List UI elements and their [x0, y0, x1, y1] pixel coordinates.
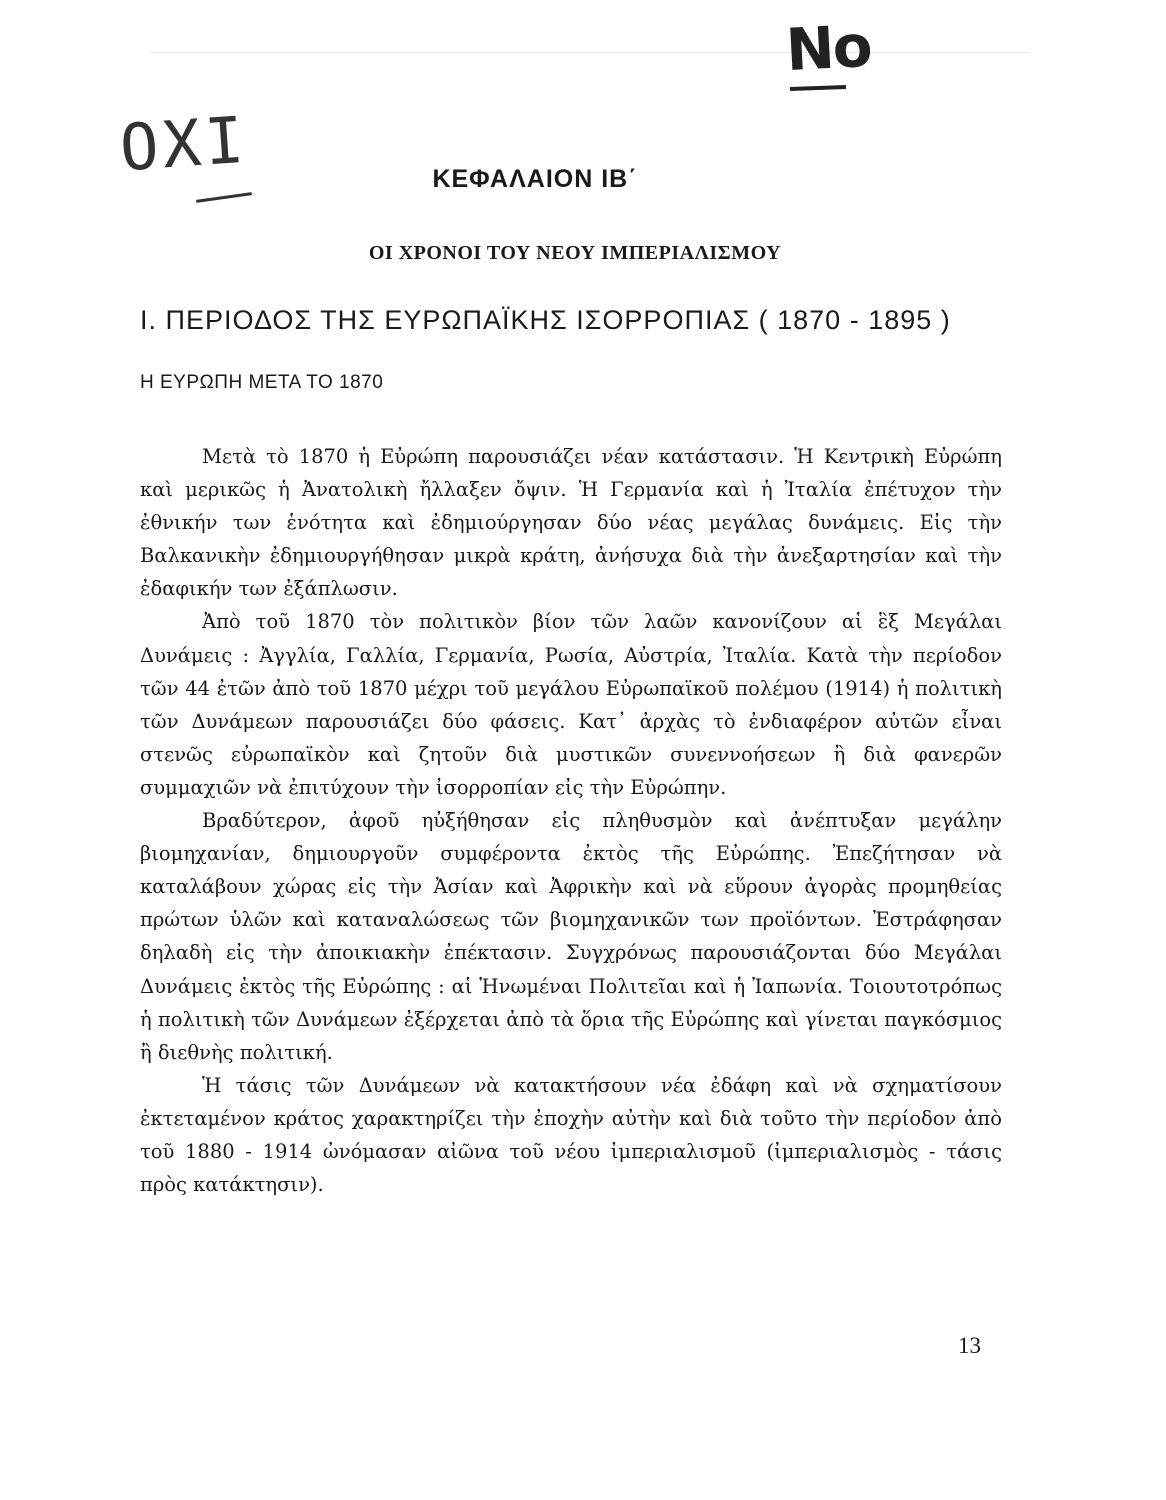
- handwritten-no-annotation: No: [784, 11, 873, 85]
- paragraph: Ἡ τάσις τῶν Δυνάμεων νὰ κατακτήσουν νέα ἐδάφη καὶ νὰ σχηματίσουν ἐκτεταμένον κράτος χαρακτηρίζει τὴν ἐποχὴν αὐτὴν καὶ διὰ τοῦτο τὴν περίοδον ἀπὸ τοῦ 1880 - 1914 ὠνόμασαν αἰῶνα τοῦ νέου ἰμπεριαλισμοῦ (ἰμπεριαλισμὸς - τάσις πρὸς κατάκτησιν).: [140, 1073, 1002, 1197]
- handwritten-underline: [790, 85, 846, 91]
- chapter-subtitle: ΟΙ ΧΡΟΝΟΙ ΤΟΥ ΝΕΟΥ ΙΜΠΕΡΙΑΛΙΣΜΟΥ: [368, 242, 782, 264]
- paragraph: Μετὰ τὸ 1870 ἡ Εὐρώπη παρουσιάζει νέαν κατάστασιν. Ἡ Κεντρικὴ Εὐρώπη καὶ μερικῶς ἡ Ἀνατολικὴ ἤλλαξεν ὄψιν. Ἡ Γερμανία καὶ ἡ Ἰταλία ἐπέτυχον τὴν ἐθνικήν των ἑνότητα καὶ ἐδημιούργησαν δύο νέας μεγάλας δυνάμεις. Εἰς τὴν Βαλκανικὴν ἐδημιουργήθησαν μικρὰ κράτη, ἀνήσυχα διὰ τὴν ἀνεξαρτησίαν καὶ τὴν ἐδαφικήν των ἐξάπλωσιν.: [140, 445, 1002, 601]
- section-heading: I. ΠΕΡΙΟΔΟΣ ΤΗΣ ΕΥΡΩΠΑΪΚΗΣ ΙΣΟΡΡΟΠΙΑΣ ( 1870 - 1895 ): [140, 305, 951, 335]
- handwritten-ochi-annotation: ΟΧΙ: [117, 103, 251, 187]
- paragraph: Βραδύτερον, ἀφοῦ ηὐξήθησαν εἰς πληθυσμὸν καὶ ἀνέπτυξαν μεγάλην βιομηχανίαν, δημιουργοῦν συμφέροντα ἐκτὸς τῆς Εὐρώπης. Ἐπεζήτησαν νὰ καταλάβουν χώρας εἰς τὴν Ἀσίαν καὶ Ἀφρικὴν καὶ νὰ εὕρουν ἀγορὰς προμηθείας πρώτων ὑλῶν καὶ καταναλώσεως τῶν βιομηχανικῶν των προϊόντων. Ἐστράφησαν δηλαδὴ εἰς τὴν ἀποικιακὴν ἐπέκτασιν. Συγχρόνως παρουσιάζονται δύο Μεγάλαι Δυνάμεις ἐκτὸς τῆς Εὐρώπης : αἱ Ἡνωμέναι Πολιτεῖαι καὶ ἡ Ἰαπωνία. Τοιουτοτρόπως ἡ πολιτικὴ τῶν Δυνάμεων ἐξέρχεται ἀπὸ τὰ ὅρια τῆς Εὐρώπης καὶ γίνεται παγκόσμιος ἢ διεθνὴς πολιτική.: [140, 809, 1002, 1064]
- body-text: [140, 440, 1002, 1201]
- show-through-line: [150, 52, 1030, 53]
- paragraph: Ἀπὸ τοῦ 1870 τὸν πολιτικὸν βίον τῶν λαῶν κανονίζουν αἱ ἓξ Μεγάλαι Δυνάμεις : Ἀγγλία, Γαλλία, Γερμανία, Ρωσία, Αὐστρία, Ἰταλία. Κατὰ τὴν περίοδον τῶν 44 ἐτῶν ἀπὸ τοῦ 1870 μέχρι τοῦ μεγάλου Εὐρωπαϊκοῦ πολέμου (1914) ἡ πολιτικὴ τῶν Δυνάμεων παρουσιάζει δύο φάσεις. Κατ᾿ ἀρχὰς τὸ ἐνδιαφέρον αὐτῶν εἶναι στενῶς εὐρωπαϊκὸν καὶ ζητοῦν διὰ μυστικῶν συνεννοήσεων ἢ διὰ φανερῶν συμμαχιῶν νὰ ἐπιτύχουν τὴν ἰσορροπίαν εἰς τὴν Εὐρώπην.: [140, 610, 1002, 799]
- section-subheading: Η ΕΥΡΩΠΗ ΜΕΤΑ ΤΟ 1870: [140, 372, 384, 393]
- page-number: 13: [958, 1333, 981, 1358]
- chapter-title: ΚΕΦΑΛΑΙΟΝ ΙΒ΄: [432, 165, 638, 193]
